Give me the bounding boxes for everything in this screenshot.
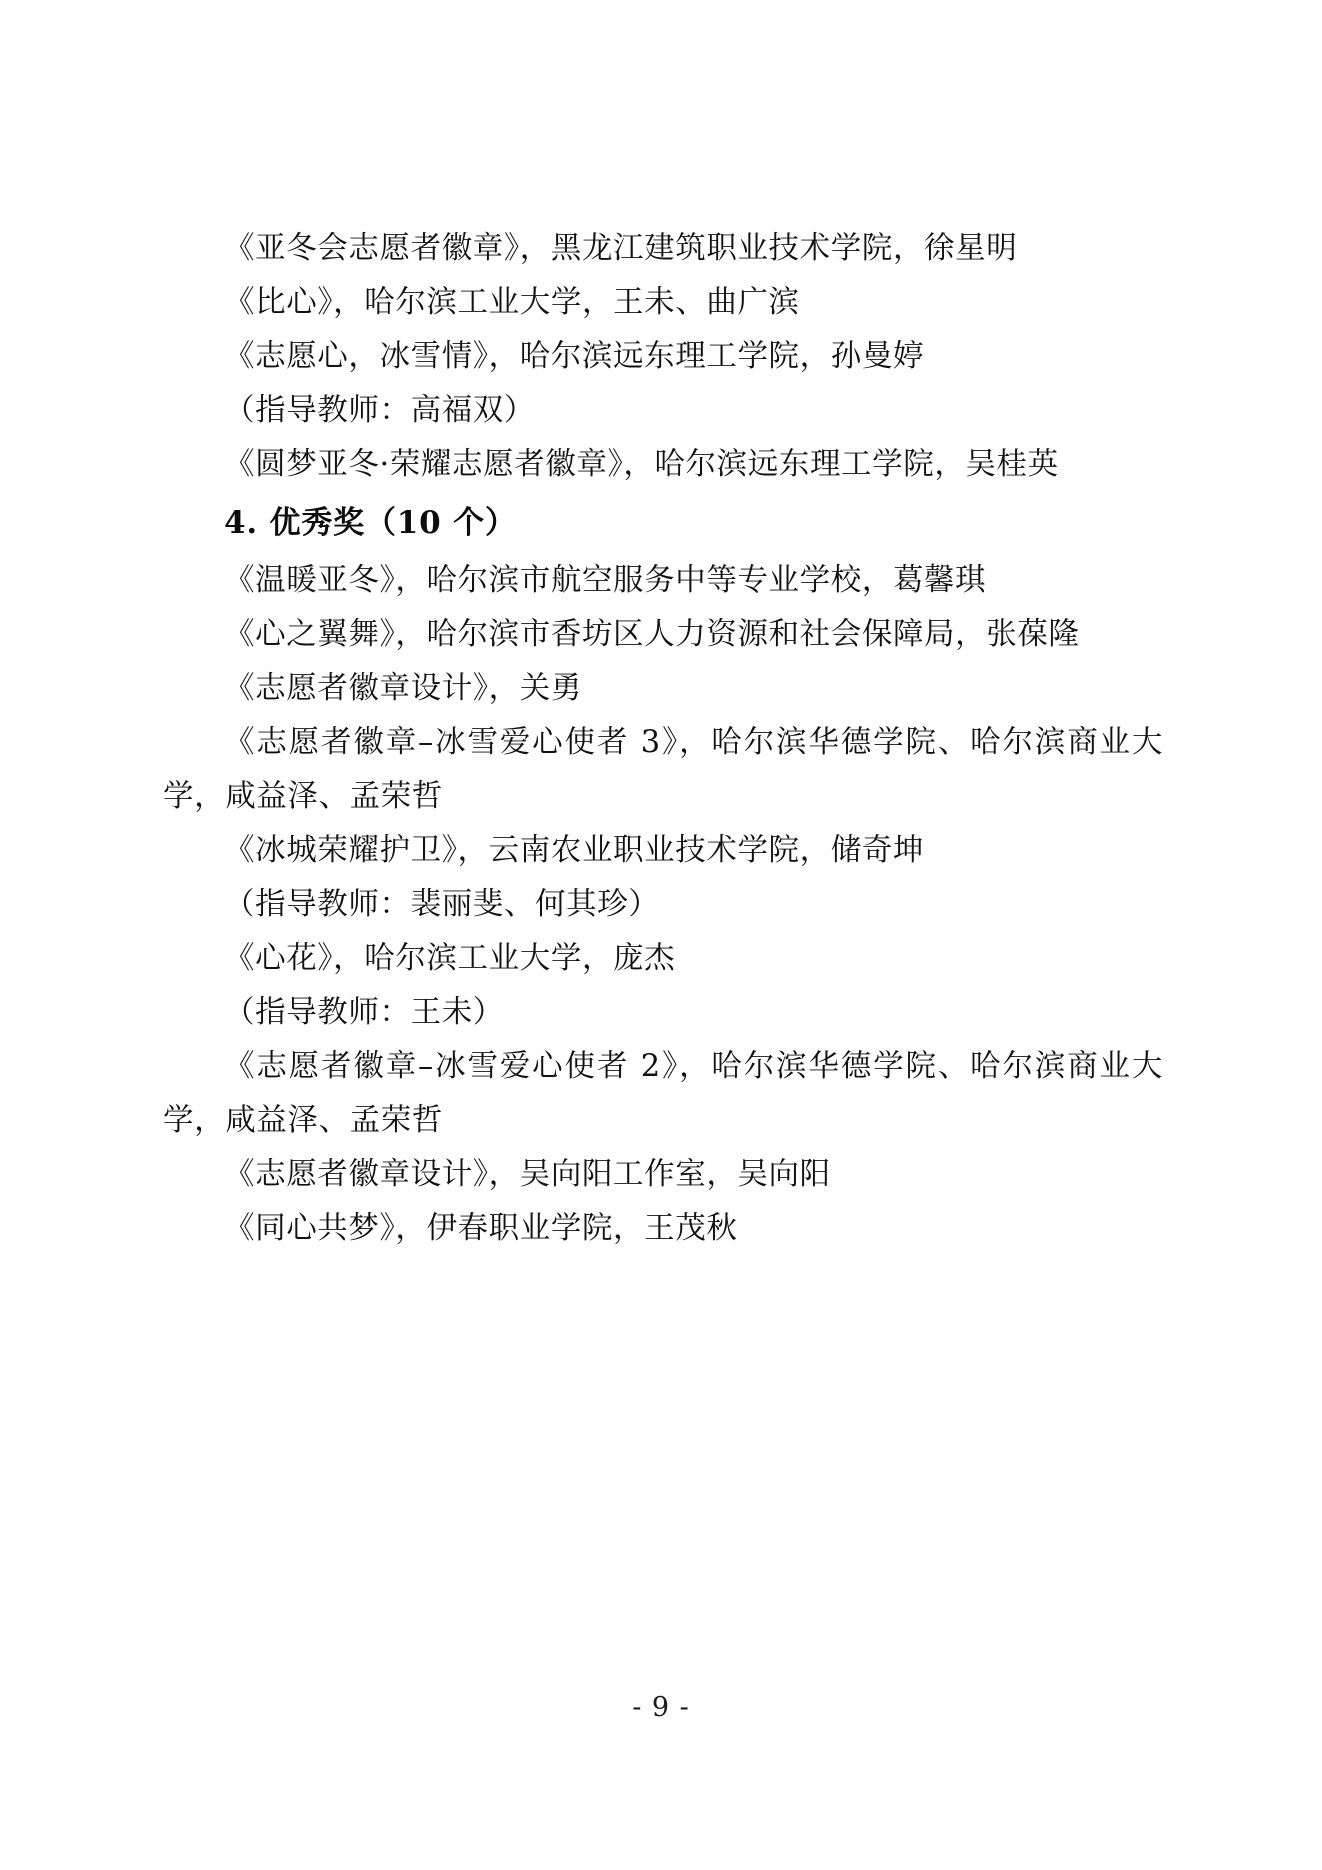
- award-entry-line: 《志愿者徽章–冰雪爱心使者 3》，哈尔滨华德学院、哈尔滨商业大学，咸益泽、孟荣哲: [163, 725, 1163, 814]
- section-heading-excellence-award: 4. 优秀奖（10 个）: [224, 505, 517, 541]
- award-entry-line: 《志愿者徽章设计》，关勇: [224, 671, 582, 706]
- award-entry-line: 《心花》，哈尔滨工业大学，庞杰: [224, 941, 676, 976]
- award-entry-line: 《冰城荣耀护卫》，云南农业职业技术学院，储奇坤: [224, 833, 925, 868]
- document-body: [163, 222, 1163, 1256]
- advisor-note-line: （指导教师：裴丽斐、何其珍）: [224, 887, 660, 922]
- award-entry-line: 《志愿者徽章–冰雪爱心使者 2》，哈尔滨华德学院、哈尔滨商业大学，咸益泽、孟荣哲: [163, 1049, 1163, 1138]
- advisor-note-line: （指导教师：王未）: [224, 995, 504, 1030]
- advisor-note-line: （指导教师：高福双）: [224, 393, 535, 428]
- award-entry-line: 《亚冬会志愿者徽章》，黑龙江建筑职业技术学院，徐星明: [224, 231, 1018, 266]
- award-entry-line: 《比心》，哈尔滨工业大学，王未、曲广滨: [224, 285, 800, 320]
- award-entry-line: 《志愿心，冰雪情》，哈尔滨远东理工学院，孙曼婷: [224, 339, 925, 374]
- page-number: - 9 -: [632, 1692, 690, 1723]
- award-entry-line: 《圆梦亚冬·荣耀志愿者徽章》，哈尔滨远东理工学院，吴桂英: [224, 447, 1059, 482]
- award-entry-line: 《温暖亚冬》，哈尔滨市航空服务中等专业学校，葛馨琪: [224, 563, 987, 598]
- award-entry-line: 《心之翼舞》，哈尔滨市香坊区人力资源和社会保障局，张葆隆: [224, 617, 1080, 652]
- award-entry-line: 《志愿者徽章设计》，吴向阳工作室，吴向阳: [224, 1157, 831, 1192]
- award-entry-line: 《同心共梦》，伊春职业学院，王茂秋: [224, 1211, 738, 1246]
